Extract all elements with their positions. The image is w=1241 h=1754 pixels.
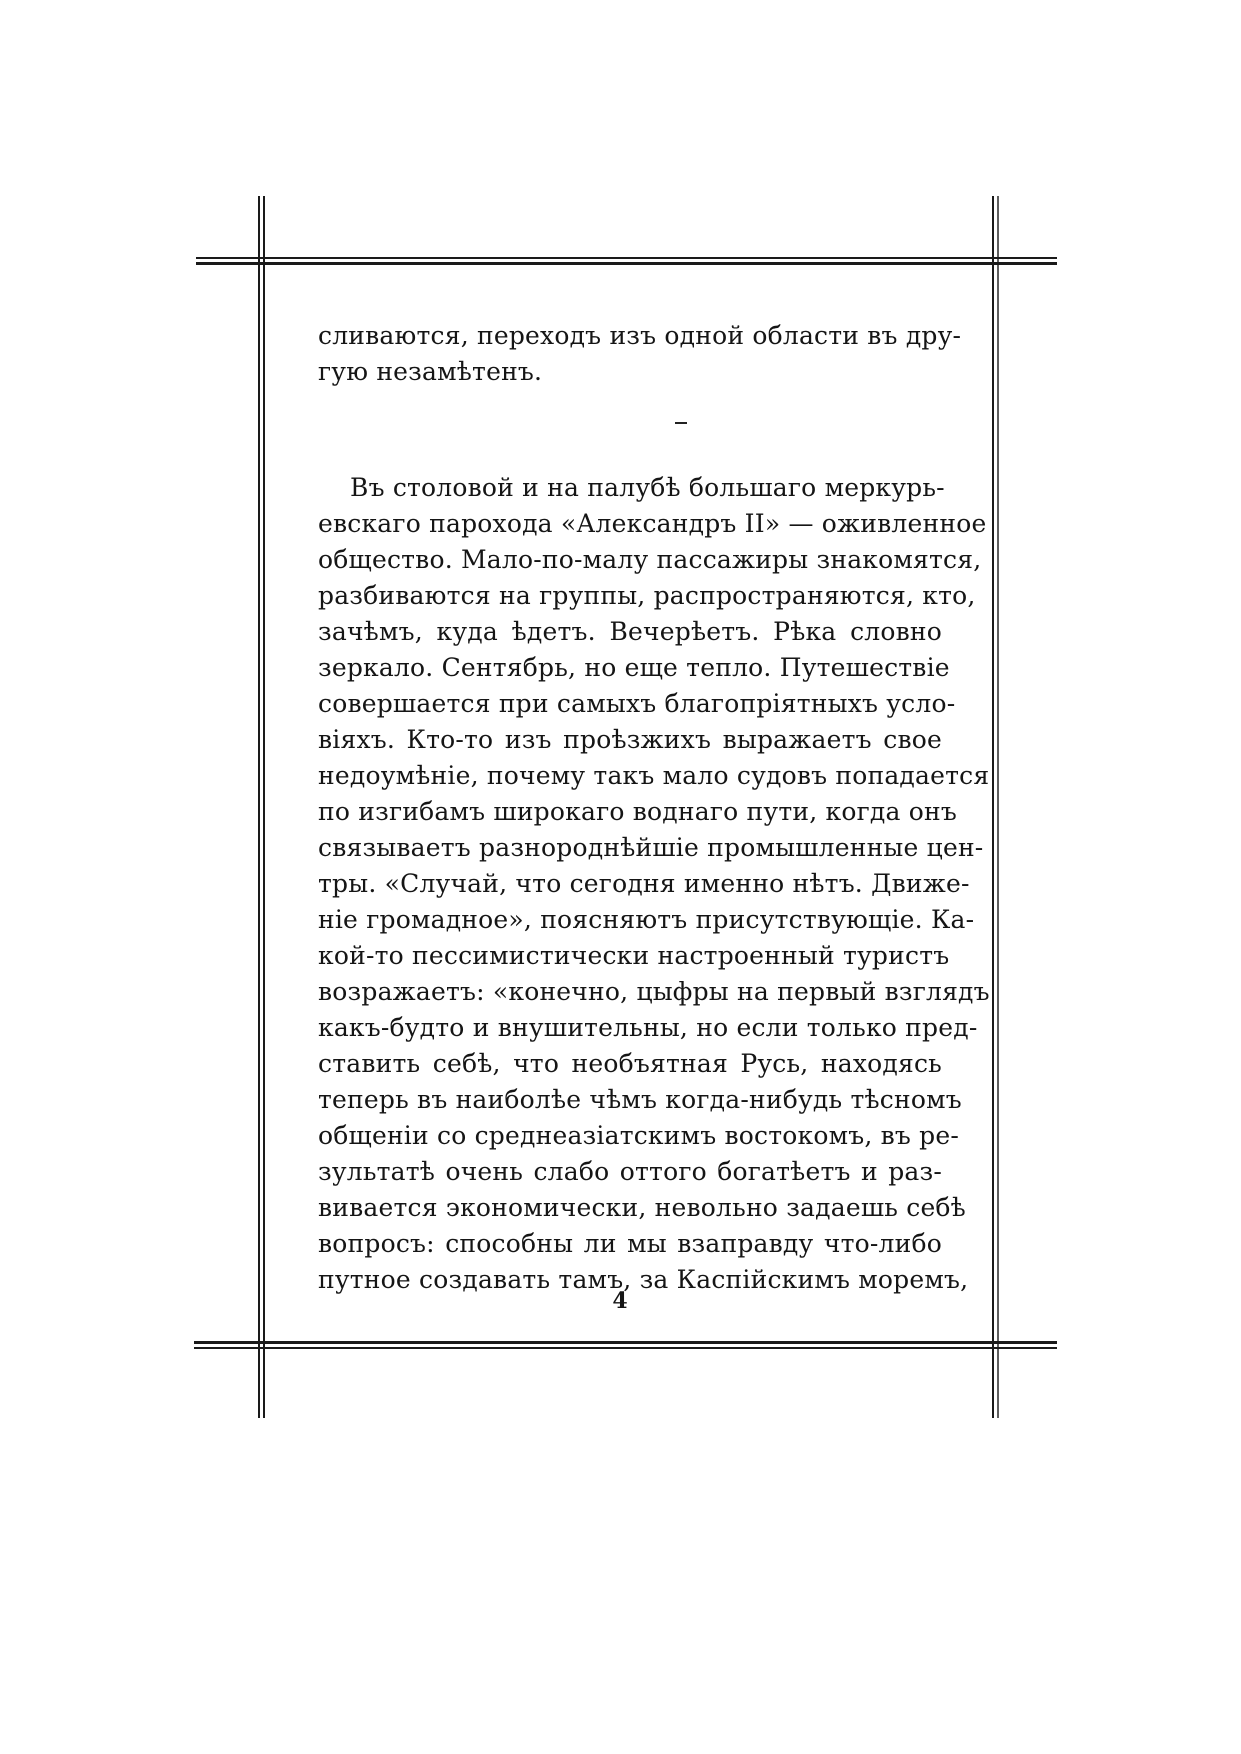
text-line: кой-то пессимистически настроенный туристъ	[318, 941, 950, 970]
text-line: совершается при самыхъ благопріятныхъ усло-	[318, 689, 956, 718]
text-line: сливаются, переходъ изъ одной области въ дру-	[318, 321, 962, 350]
section-divider	[675, 422, 687, 424]
text-line: какъ-будто и внушительны, но если только пред-	[318, 1013, 978, 1042]
frame-right-rule	[992, 196, 994, 1418]
text-line: зачѣмъ, куда ѣдетъ. Вечерѣетъ. Рѣка словно	[318, 617, 942, 646]
text-line: теперь въ наиболѣе чѣмъ когда-нибудь тѣсномъ	[318, 1085, 962, 1114]
text-line: общество. Мало-по-малу пассажиры знакомятся,	[318, 545, 982, 574]
text-line: віяхъ. Кто-то изъ проѣзжихъ выражаетъ свое	[318, 725, 942, 754]
text-line: возражаетъ: «конечно, цыфры на первый взглядъ	[318, 977, 990, 1006]
text-line: по изгибамъ широкаго воднаго пути, когда онъ	[318, 797, 957, 826]
frame-left-rule	[258, 196, 260, 1418]
frame-top-rule	[196, 257, 1057, 259]
page-number: 4	[612, 1288, 628, 1314]
text-line: Въ столовой и на палубѣ большаго меркурь-	[350, 473, 945, 502]
text-line: разбиваются на группы, распространяются, кто,	[318, 581, 976, 610]
text-line: путное создавать тамъ, за Каспійскимъ моремъ,	[318, 1265, 969, 1294]
frame-bottom-rule	[194, 1341, 1057, 1344]
text-line: недоумѣніе, почему такъ мало судовъ попадается	[318, 761, 990, 790]
text-line: вопросъ: способны ли мы взаправду что-либо	[318, 1229, 942, 1258]
text-line: вивается экономически, невольно задаешь себѣ	[318, 1193, 966, 1222]
carryover-paragraph	[318, 318, 962, 390]
main-paragraph	[318, 470, 990, 1298]
frame-bottom-rule-inner	[194, 1347, 1057, 1349]
text-line: связываетъ разнороднѣйшіе промышленные цен-	[318, 833, 984, 862]
frame-right-rule-outer	[997, 196, 999, 1418]
page-text	[318, 318, 990, 1298]
text-line: тры. «Случай, что сегодня именно нѣтъ. Движе-	[318, 869, 970, 898]
text-line: общеніи со среднеазіатскимъ востокомъ, въ ре-	[318, 1121, 960, 1150]
text-line: гую незамѣтенъ.	[318, 357, 543, 386]
text-line: зеркало. Сентябрь, но еще тепло. Путешествіе	[318, 653, 950, 682]
text-line: зультатѣ очень слабо оттого богатѣетъ и раз-	[318, 1157, 942, 1186]
text-line: евскаго парохода «Александръ II» — оживленное	[318, 509, 987, 538]
frame-left-rule-inner	[263, 196, 265, 1418]
frame-top-rule-inner	[196, 262, 1057, 265]
text-line: ставить себѣ, что необъятная Русь, находясь	[318, 1049, 942, 1078]
text-line: ніе громадное», поясняютъ присутствующіе. Ка-	[318, 905, 975, 934]
